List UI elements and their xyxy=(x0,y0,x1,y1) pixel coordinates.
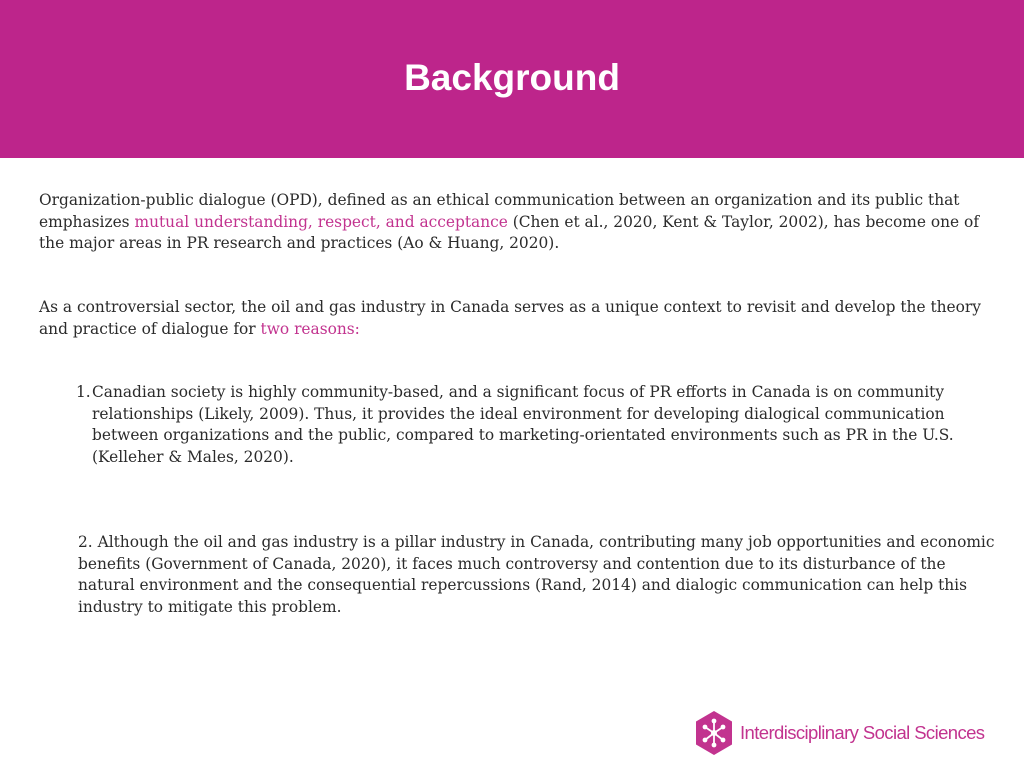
paragraph-opd-definition xyxy=(39,190,999,255)
highlight-text: mutual understanding, respect, and acceptance xyxy=(134,212,508,231)
highlight-text: two reasons: xyxy=(260,319,360,338)
logo xyxy=(694,710,1004,756)
network-hexagon-icon xyxy=(694,710,734,756)
list-item-text: Canadian society is highly community-based, and a significant focus of PR efforts in Canada is on community relationships (Likely, 2009). Thus, it provides the ideal environment for developing dialogical communication between organizations and the public, compared to marketing-orientated environments such as PR in the U.S. (Kelleher & Males, 2020). xyxy=(92,383,954,466)
paragraph-context xyxy=(39,297,999,340)
list-item-1 xyxy=(76,382,976,468)
slide-title: Background xyxy=(404,57,620,98)
list-number: 1. xyxy=(76,383,91,401)
paragraph-text: (Chen et al., 2020, Kent & Taylor, 2002), has become one of the major areas in PR research and practices (Ao & Huang, 2020). xyxy=(39,212,980,253)
paragraph-text: Organization-public dialogue (OPD), defined as an ethical communication between an organization and its public that emphasizes xyxy=(39,191,960,231)
logo-text: Interdisciplinary Social Sciences xyxy=(740,722,985,743)
list-item-2: 2. Although the oil and gas industry is a pillar industry in Canada, contributing many job opportunities and economic benefits (Government of Canada, 2020), it faces much controversy and contention due to its disturbance of the natural environment and the consequential repercussions (Rand, 2014) and dialogic communication can help this industry to mitigate this problem. xyxy=(78,533,995,616)
paragraph-text: As a controversial sector, the oil and gas industry in Canada serves as a unique context to revisit and develop the theory and practice of dialogue for xyxy=(39,298,981,338)
